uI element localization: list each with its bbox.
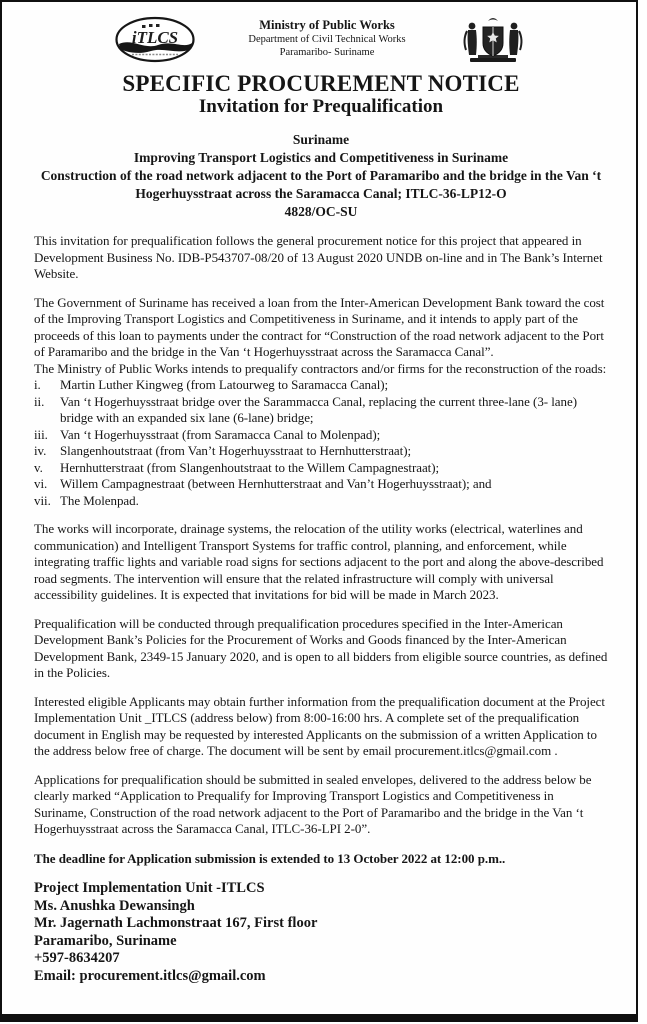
list-marker: i. (34, 377, 41, 392)
ministry-name: Ministry of Public Works (259, 18, 395, 32)
paragraph-works-scope: The works will incorporate, drainage systems, the relocation of the utility works (electrical, waterlines and communication) and Intelligent Transport Systems for traffic control, planning, and enforcement, while integrating traffic lights and variable road signs for sections adjacent to the port and along the above-described road segments. The intervention will ensure that the related infrastructure will comply with universal accessibility guidelines. It is expected that invitations for bid will be made in March 2023. (34, 521, 604, 602)
contact-person: Ms. Anushka Dewansingh (34, 897, 195, 914)
itlcs-logo-icon (114, 16, 196, 63)
project-reference: 4828/OC-SU (284, 204, 358, 219)
contact-phone: +597-8634207 (34, 950, 120, 966)
ministry-department: Department of Civil Technical Works (248, 34, 406, 45)
list-item (34, 394, 608, 427)
svg-text:iTLCS: iTLCS (132, 27, 179, 47)
notice-title-block (34, 71, 608, 117)
list-item (34, 460, 608, 477)
deadline-statement: The deadline for Application submission is extended to 13 October 2022 at 12:00 p.m.. (34, 850, 506, 866)
paragraph-loan: The Government of Suriname has received a loan from the Inter-American Development Bank toward the cost of the Improving Transport Logistics and Competitiveness in Suriname, and it intends to apply part of the proceeds of this loan to payments under the contract for “Construction of the road network adjacent to the Port of Paramaribo and the bridge in the Van ‘t Hogerhuysstraat across the Saramacca Canal”. (34, 294, 605, 359)
list-item-text: Hernhutterstraat (from Slangenhoutstraat to the Willem Campagnestraat); (60, 459, 440, 475)
contact-street: Mr. Jagernath Lachmonstraat 167, First floor (34, 915, 318, 931)
project-contract: Construction of the road network adjacent to the Port of Paramaribo and the bridge in the Van ‘t Hogerhuysstraat across the Saramacca Canal; ITLC-36-LP12-O (40, 168, 602, 201)
notice-subtitle: Invitation for Prequalification (198, 96, 444, 117)
list-item (34, 377, 608, 394)
contact-block (34, 880, 608, 985)
list-item-text: Van ‘t Hogerhuysstraat (from Saramacca Canal to Molenpad); (60, 426, 381, 442)
project-identification (37, 131, 605, 221)
notice-title: SPECIFIC PROCUREMENT NOTICE (122, 71, 520, 96)
paragraph-gpn-reference: This invitation for prequalification follows the general procurement notice for this project that appeared in Development Business No. IDB-P543707-08/20 of 13 August 2020 UNDB on-line and in The Bank’s Internet Website. (34, 233, 603, 281)
list-item-text: Martin Luther Kingweg (from Latourweg to Saramacca Canal); (60, 377, 389, 392)
document-header (34, 13, 608, 65)
contact-email: Email: procurement.itlcs@gmail.com (34, 967, 266, 984)
list-item (34, 493, 608, 510)
list-item-text: Van ‘t Hogerhuysstraat bridge over the Sarammacca Canal, replacing the current three-lane (3- lane) bridge with an expanded six lane (6-lane) bridge; (60, 393, 577, 425)
list-marker: iii. (34, 426, 48, 442)
paragraph-submission: Applications for prequalification should be submitted in sealed envelopes, delivered to the address below be clearly marked “Application to Prequalify for Improving Transport Logistics and Competitiveness in Suriname, Construction of the road network adjacent to the Port of Paramaribo and the bridge in the Van ‘t Hogerhuysstraat across the Saramacca Canal, ITLC-36-LPI 2-0”. (34, 771, 592, 836)
list-item-text: Willem Campagnestraat (between Hernhutterstraat and Van’t Hogerhuysstraat); and (60, 476, 492, 491)
list-item (34, 443, 608, 460)
contact-unit: Project Implementation Unit -ITLCS (34, 880, 265, 896)
list-marker: v. (34, 459, 43, 475)
list-item (34, 476, 608, 493)
paragraph-procedures: Prequalification will be conducted through prequalification procedures specified in the Inter-American Development Bank’s Policies for the Procurement of Works and Goods financed by the Inter-American Development Bank, 2349-15 January 2020, and is open to all bidders from eligible source countries, as defined in the Policies. (34, 615, 608, 680)
list-marker: vii. (34, 492, 51, 508)
list-marker: vi. (34, 476, 48, 491)
suriname-coat-of-arms-icon (458, 13, 528, 65)
paragraph-obtain-documents: Interested eligible Applicants may obtain further information from the prequalification document at the Project Implementation Unit _ITLCS (address below) from 8:00-16:00 hrs. A complete set of the prequalification document in English may be requested by interested Applicants on the submission of a written Application to the address below free of charge. The document will be sent by email procurement.itlcs@gmail.com . (34, 693, 605, 758)
ministry-location: Paramaribo- Suriname (279, 47, 375, 58)
notice-body (34, 233, 608, 867)
list-marker: ii. (34, 393, 45, 409)
project-program: Improving Transport Logistics and Competitiveness in Suriname (133, 150, 509, 165)
paragraph-prequalify-intro: The Ministry of Public Works intends to prequalify contractors and/or firms for the reconstruction of the roads: (34, 360, 607, 376)
roads-list (34, 377, 608, 509)
project-country: Suriname (292, 132, 350, 147)
list-item (34, 427, 608, 444)
ministry-header-text (248, 19, 405, 59)
list-item-text: The Molenpad. (60, 492, 139, 508)
contact-city: Paramaribo, Suriname (34, 932, 177, 949)
list-item-text: Slangenhoutstraat (from Van’t Hogerhuysstraat to Hernhutterstraat); (60, 443, 412, 458)
list-marker: iv. (34, 443, 47, 458)
